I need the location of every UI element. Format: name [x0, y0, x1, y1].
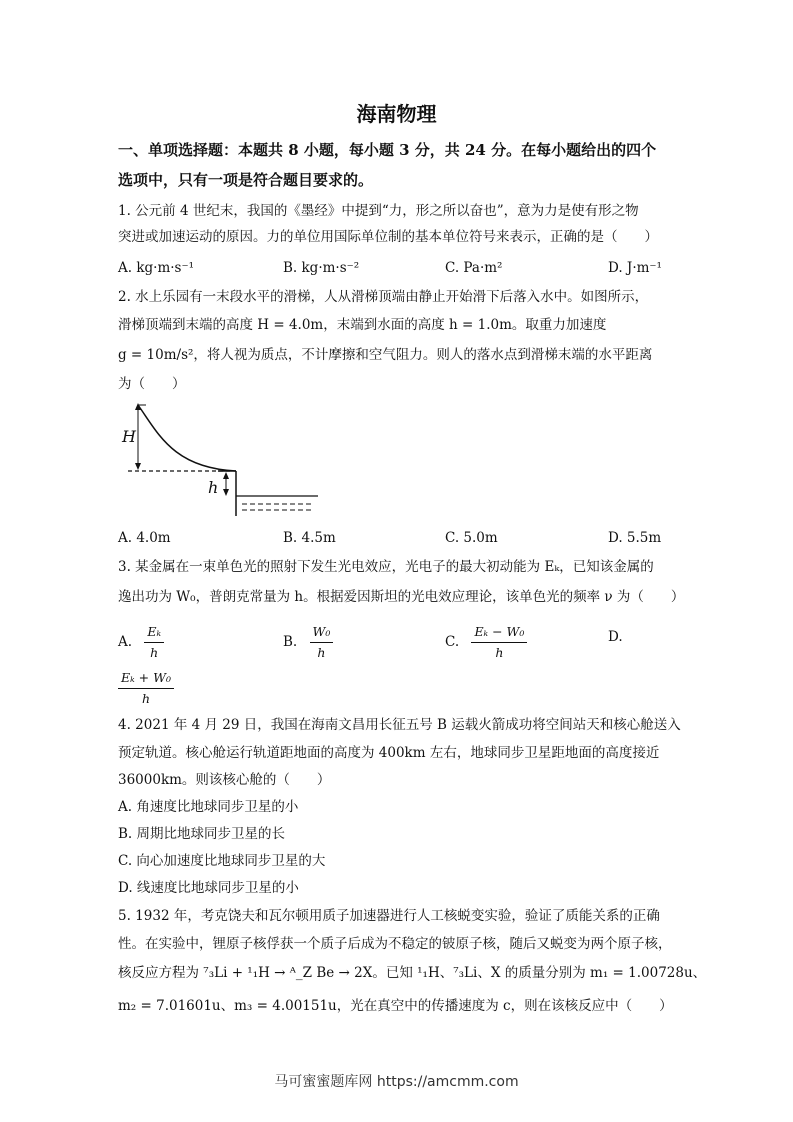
section-heading-line1: 一、单项选择题：本题共 8 小题，每小题 3 分，共 24 分。在每小题给出的四个	[118, 141, 657, 159]
q3-line1: 3. 某金属在一束单色光的照射下发生光电效应，光电子的最大初动能为 Eₖ，已知该金属的	[118, 559, 654, 575]
q2-line2: 滑梯顶端到末端的高度 H = 4.0m，末端到水面的高度 h = 1.0m。取重力加速度	[118, 317, 607, 333]
q1-option-a: A. kg·m·s⁻¹	[118, 260, 195, 276]
footer-watermark: 马可蜜蜜题库网 https://amcmm.com	[274, 1074, 519, 1090]
section-heading-line2: 选项中，只有一项是符合题目要求的。	[118, 171, 374, 189]
fraction-a: $\frac{\text{Eₖ}}{h}$	[144, 622, 164, 663]
q1-option-b: B. kg·m·s⁻²	[283, 260, 360, 276]
q2-option-b: B. 4.5m	[283, 530, 336, 546]
q5-line4: m₂ = 7.01601u、m₃ = 4.00151u，光在真空中的传播速度为 c，则在该核反应中（ ）	[118, 998, 673, 1014]
q4-option-d: D. 线速度比地球同步卫星的小	[118, 880, 299, 896]
q4-line2: 预定轨道。核心舱运行轨道距地面的高度为 400km 左右，地球同步卫星距地面的高度接近	[118, 745, 660, 761]
page-title: 海南物理	[356, 102, 437, 126]
q1-option-c: C. Pa·m²	[445, 260, 503, 276]
q2-option-a: A. 4.0m	[118, 530, 171, 546]
q2-line1: 2. 水上乐园有一末段水平的滑梯，人从滑梯顶端由静止开始滑下后落入水中。如图所示，	[118, 289, 649, 305]
q5-line2: 性。在实验中，锂原子核俘获一个质子后成为不稳定的铍原子核，随后又蜕变为两个原子核，	[118, 936, 672, 952]
q4-option-a: A. 角速度比地球同步卫星的小	[118, 799, 299, 815]
q4-option-c: C. 向心加速度比地球同步卫星的大	[118, 853, 326, 869]
fraction-d: $\frac{\text{Eₖ + W₀}}{h}$	[118, 668, 174, 709]
fraction-c: $\frac{\text{Eₖ − W₀}}{h}$	[471, 622, 527, 663]
slide-curve	[138, 405, 236, 471]
q1-option-d: D. J·m⁻¹	[608, 260, 662, 276]
fraction-b: $\frac{\text{W₀}}{h}$	[310, 622, 334, 663]
q3-option-a: A. $\frac{\text{Eₖ}}{h}$	[118, 622, 164, 663]
slide-diagram	[118, 398, 328, 520]
q1-line1: 1. 公元前 4 世纪末，我国的《墨经》中提到“力，形之所以奋也”，意为力是使有形之物	[118, 203, 639, 219]
q4-line1: 4. 2021 年 4 月 29 日，我国在海南文昌用长征五号 B 运载火箭成功将空间站天和核心舱送入	[118, 717, 681, 733]
q2-line3: g = 10m/s²，将人视为质点，不计摩擦和空气阻力。则人的落水点到滑梯末端的水平距离	[118, 347, 653, 363]
q5-line3: 核反应方程为 ⁷₃Li + ¹₁H → ᴬ_Z Be → 2X。已知 ¹₁H、⁷₃Li、X 的质量分别为 m₁ = 1.00728u、	[118, 965, 707, 981]
q4-line3: 36000km。则该核心舱的（ ）	[118, 772, 331, 788]
q3-option-c: C. $\frac{\text{Eₖ − W₀}}{h}$	[445, 622, 527, 663]
q2-option-d: D. 5.5m	[608, 530, 662, 546]
q2-line4: 为（ ）	[118, 376, 186, 392]
q2-option-c: C. 5.0m	[445, 530, 498, 546]
label-H: H	[122, 427, 136, 446]
q1-line2: 突进或加速运动的原因。力的单位用国际单位制的基本单位符号来表示，正确的是（ ）	[118, 229, 658, 245]
q3-option-d	[118, 668, 174, 709]
q4-option-b: B. 周期比地球同步卫星的长	[118, 826, 286, 842]
label-h: h	[208, 478, 219, 497]
q3-line2: 逸出功为 W₀，普朗克常量为 h。根据爱因斯坦的光电效应理论，该单色光的频率 ν 为（ ）	[118, 589, 685, 605]
q3-option-d-label: D.	[608, 629, 623, 645]
q3-option-b: B. $\frac{\text{W₀}}{h}$	[283, 622, 333, 663]
q5-line1: 5. 1932 年，考克饶夫和瓦尔顿用质子加速器进行人工核蜕变实验，验证了质能关系的正确	[118, 908, 660, 924]
